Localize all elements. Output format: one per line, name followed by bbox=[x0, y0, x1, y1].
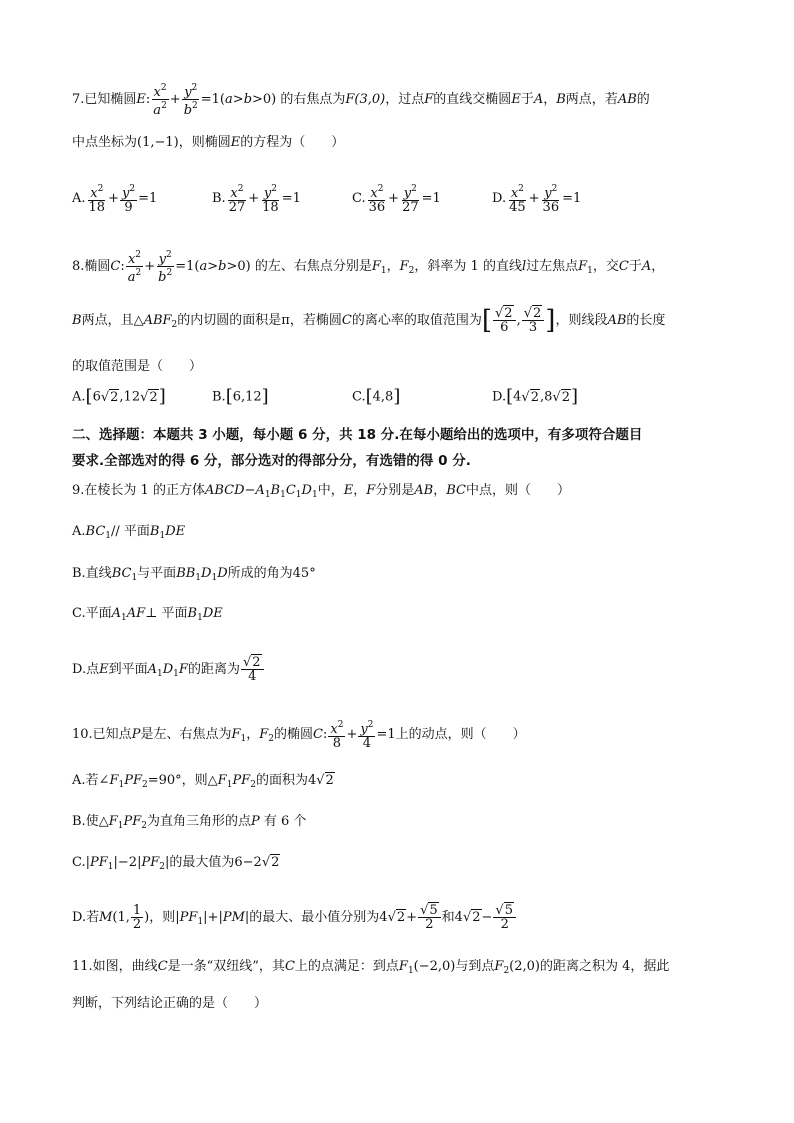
q7-option-d[interactable]: D. $\frac{x^2}{45}$ + $\frac{y^2}{36}$ =1 bbox=[492, 184, 582, 215]
q9-stem: 9.在棱长为 1 的正方体$ABCD-A_1B_1C_1D_1$中，E，F分别是AB，BC中点，则（ ） bbox=[72, 483, 571, 500]
q9-option-b[interactable]: B.直线$BC_1$与平面$BB_1D_1D$所成的角为45° bbox=[72, 566, 316, 583]
q10-stem: 10.已知点P是左、右焦点为$F_1$，$F_2$的椭圆C: $\frac{x^2}{8}$ + $\frac{y^2}{4}$ =1上的动点，则（ ） bbox=[72, 720, 526, 751]
q7-prefix: 7.已知椭圆 bbox=[72, 92, 137, 107]
q11-line1: 11.如图，曲线C是一条“双纽线”，其C上的点满足：到点$F_1(-2,0)$与到点$F_2(2,0)$的距离之积为 4，据此 bbox=[72, 959, 670, 976]
q8-line1: 8.椭圆C: $\frac{x^2}{a^2}$ + $\frac{y^2}{b^2}$ =1(a>b>0) 的左、右焦点分别是$F_1$，$F_2$，斜率为 1 的直线l过左焦点$F_1$，交C于A， bbox=[72, 250, 665, 285]
q7-option-b[interactable]: B. $\frac{x^2}{27}$ + $\frac{y^2}{18}$ =1 bbox=[212, 184, 301, 215]
q9-option-d[interactable]: D.点E到平面$A_1D_1F$的距离为 $\frac{√2}{4}$ bbox=[72, 656, 724, 684]
q8-option-a[interactable]: A.[6√2,12√2] bbox=[72, 386, 166, 407]
q8-option-b[interactable]: B.[6,12] bbox=[212, 386, 269, 407]
q8-option-c[interactable]: C.[4,8] bbox=[352, 386, 401, 407]
q7-line1: 7.已知椭圆E: $\frac{x^2}{a^2}$ + $\frac{y^2}{b^2}$ =1(a>b>0) 的右焦点为F(3,0)，过点F的直线交椭圆E于A，B两点，若AB的 bbox=[72, 83, 650, 118]
q9-option-c[interactable]: C.平面$A_1AF\perp$ 平面$B_1DE$ bbox=[72, 606, 223, 623]
q10-option-b[interactable]: B.使$\triangle F_1PF_2$为直角三角形的点P 有 6 个 bbox=[72, 814, 307, 831]
q10-option-a[interactable]: A.若$\angle F_1PF_2=90^\circ$，则$\triangle F_1PF_2$的面积为4√2 bbox=[72, 773, 334, 790]
section-2-heading-line1: 二、选择题：本题共 3 小题，每小题 6 分，共 18 分.在每小题给出的选项中，有多项符合题目 bbox=[72, 427, 643, 443]
q7-option-a[interactable]: A. $\frac{x^2}{18}$ + $\frac{y^2}{9}$ =1 bbox=[72, 184, 158, 215]
q9-option-a[interactable]: $A.BC_1//$ 平面$B_1DE$ bbox=[72, 524, 186, 541]
q7-line2: 中点坐标为(1,−1)，则椭圆E的方程为（ ） bbox=[72, 135, 345, 150]
q11-line2: 判断，下列结论正确的是（ ） bbox=[72, 996, 268, 1011]
q8-option-d[interactable]: D.[4√2,8√2] bbox=[492, 386, 578, 407]
q10-option-c[interactable]: $C.|PF_1|-2|PF_2|$的最大值为6−2√2 bbox=[72, 855, 280, 872]
q10-option-d[interactable]: D.若M(1, $\frac{1}{2}$ )，则$|PF_1|+|PM|$的最大、最小值分别为4√2+ $\frac{√5}{2}$ 和4√2− $\frac{√5}{2}$ bbox=[72, 904, 724, 932]
q8-line3: 的取值范围是（ ） bbox=[72, 359, 203, 374]
q8-line2: B两点，且$\triangle ABF_2$的内切圆的面积是π，若椭圆C的离心率的取值范围为[ $\frac{√2}{6}$ , $\frac{√2}{3}$ ]，则线段AB的长度 bbox=[72, 305, 666, 336]
section-2-heading-line2: 要求.全部选对的得 6 分，部分选对的得部分分，有选错的得 0 分. bbox=[72, 453, 471, 469]
q7-option-c[interactable]: C. $\frac{x^2}{36}$ + $\frac{y^2}{27}$ =1 bbox=[352, 184, 441, 215]
